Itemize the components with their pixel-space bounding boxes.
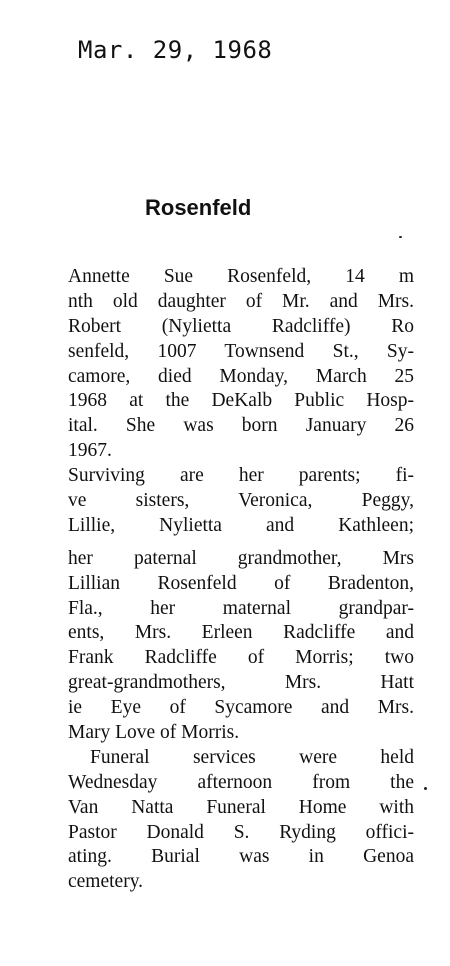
text-line: ie Eye of Sycamore and Mrs. bbox=[68, 697, 414, 719]
text-line: Robert (Nylietta Radcliffe) Ro bbox=[68, 315, 414, 337]
text-line: cemetery. bbox=[68, 871, 144, 893]
obituary-body bbox=[68, 265, 414, 895]
text-line: ve sisters, Veronica, Peggy, bbox=[68, 490, 414, 512]
clipping-date: Mar. 29, 1968 bbox=[78, 36, 273, 64]
text-line: Frank Radcliffe of Morris; two bbox=[68, 647, 414, 669]
text-line: nth old daughter of Mr. and Mrs. bbox=[68, 290, 414, 312]
paragraph-2 bbox=[68, 464, 414, 539]
text-line: Annette Sue Rosenfeld, 14 m bbox=[68, 266, 414, 287]
text-line: Funeral services were held bbox=[90, 746, 414, 768]
text-line: senfeld, 1007 Townsend St., Sy- bbox=[68, 340, 414, 362]
text-line: ents, Mrs. Erleen Radcliffe and bbox=[68, 622, 414, 644]
print-speck bbox=[424, 787, 427, 790]
text-line: camore, died Monday, March 25 bbox=[68, 365, 414, 387]
text-line: great-grandmothers, Mrs. Hatt bbox=[68, 672, 414, 694]
paragraph-1 bbox=[68, 265, 414, 464]
text-line: her paternal grandmother, Mrs bbox=[68, 547, 414, 569]
text-line: Mary Love of Morris. bbox=[68, 722, 240, 744]
paragraph-4 bbox=[68, 746, 414, 895]
text-line: 1967. bbox=[68, 440, 112, 462]
text-line: Wednesday afternoon from the bbox=[68, 771, 414, 793]
text-line: Van Natta Funeral Home with bbox=[68, 796, 414, 818]
text-line: Surviving are her parents; fi- bbox=[68, 465, 414, 487]
text-line: Fla., her maternal grandpar- bbox=[68, 597, 414, 619]
print-speck bbox=[399, 236, 402, 238]
paragraph-3 bbox=[68, 547, 414, 746]
text-line: Lillie, Nylietta and Kathleen; bbox=[68, 514, 414, 536]
text-line: Lillian Rosenfeld of Bradenton, bbox=[68, 572, 414, 594]
text-line: ating. Burial was in Genoa bbox=[68, 846, 414, 868]
text-line: Pastor Donald S. Ryding offici- bbox=[68, 821, 414, 843]
text-line: 1968 at the DeKalb Public Hosp- bbox=[68, 390, 414, 412]
text-line: ital. She was born January 26 bbox=[68, 415, 414, 437]
obituary-title: Rosenfeld bbox=[145, 195, 252, 220]
